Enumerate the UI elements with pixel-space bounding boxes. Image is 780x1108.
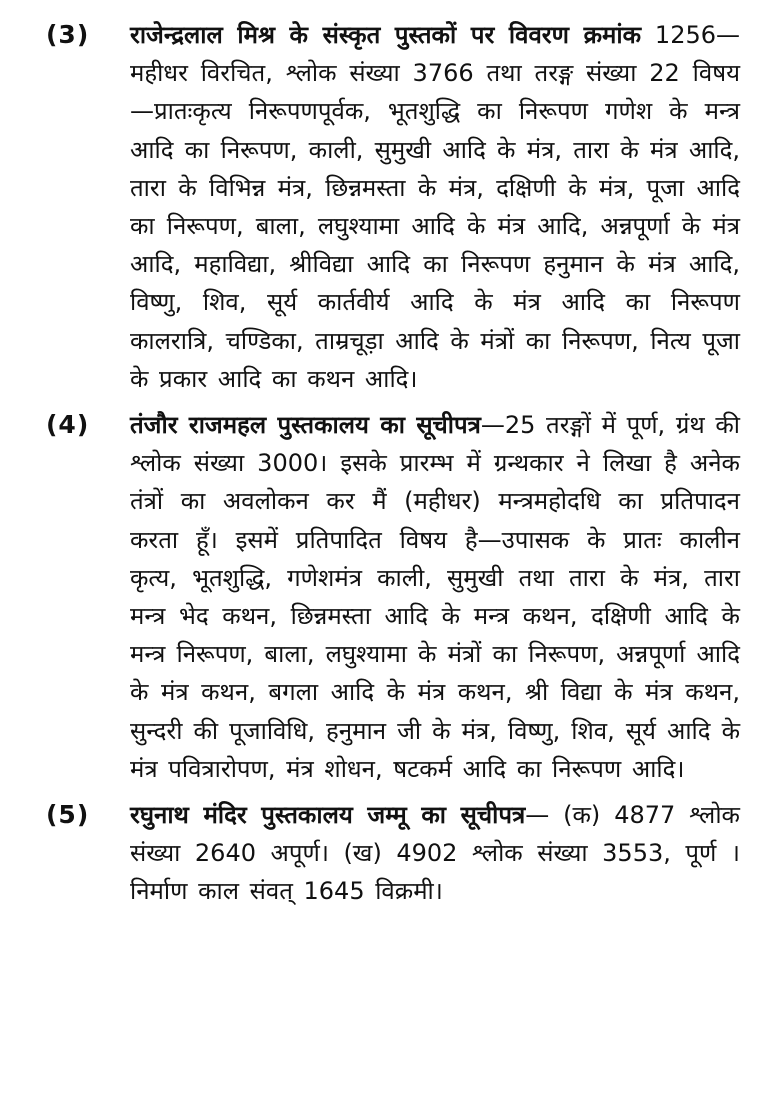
entry-body [130, 796, 740, 911]
entry-text: —25 तरङ्गों में पूर्ण, ग्रंथ की श्लोक संख्या 3000। इसके प्रारम्भ में ग्रन्थकार ने लिखा है अनेक तंत्रों का अवलोकन कर मैं (महीधर) मन्त्रमहोदधि का प्रतिपादन करता हूँ। इसमें प्रतिपादित विषय है—उपासक के प्रातः कालीन कृत्य, भूतशुद्धि, गणेशमंत्र काली, सुमुखी तथा तारा के मंत्र, तारा मन्त्र भेद कथन, छिन्नमस्ता आदि के मन्त्र कथन, दक्षिणी आदि के मन्त्र निरूपण, बाला, लघुश्यामा के मंत्रों का निरूपण, अन्नपूर्णा आदि के मंत्र कथन, बगला आदि के मंत्र कथन, श्री विद्या के मंत्र कथन, सुन्दरी की पूजाविधि, हनुमान जी के मंत्र, विष्णु, शिव, सूर्य आदि के मंत्र पवित्रारोपण, मंत्र शोधन, षटकर्म आदि का निरूपण आदि। [130, 411, 740, 783]
catalogue-entry-5 [40, 796, 740, 911]
catalogue-entry-4 [40, 406, 740, 788]
entry-text: — (क) 4877 श्लोक संख्या 2640 अपूर्ण। (ख) 4902 श्लोक संख्या 3553, पूर्ण । निर्माण काल संवत् 1645 विक्रमी। [130, 801, 740, 906]
entry-body [130, 16, 740, 398]
entry-text: 1256— महीधर विरचित, श्लोक संख्या 3766 तथा तरङ्ग संख्या 22 विषय—प्रातःकृत्य निरूपणपूर्वक, भूतशुद्धि का निरूपण गणेश के मन्त्र आदि का निरूपण, काली, सुमुखी आदि के मंत्र, तारा के मंत्र आदि, तारा के विभिन्न मंत्र, छिन्नमस्ता के मंत्र, दक्षिणी के मंत्र, पूजा आदि का निरूपण, बाला, लघुश्यामा आदि के मंत्र आदि, अन्नपूर्णा के मंत्र आदि, महाविद्या, श्रीविद्या आदि का निरूपण हनुमान के मंत्र आदि, विष्णु, शिव, सूर्य कार्तवीर्य आदि के मंत्र आदि का निरूपण कालरात्रि, चण्डिका, ताम्रचूड़ा आदि के मंत्रों का निरूपण, नित्य पूजा के प्रकार आदि का कथन आदि। [130, 21, 740, 393]
catalogue-entry-3 [40, 16, 740, 398]
entry-number: (4) [46, 410, 90, 440]
entry-body [130, 406, 740, 788]
entry-title: तंजौर राजमहल पुस्तकालय का सूचीपत्र [130, 411, 481, 440]
entry-title: राजेन्द्रलाल मिश्र के संस्कृत पुस्तकों पर विवरण क्रमांक [130, 21, 642, 49]
entry-title: रघुनाथ मंदिर पुस्तकालय जम्मू का सूचीपत्र [130, 801, 526, 830]
entry-number: (3) [46, 20, 90, 49]
entry-number: (5) [46, 800, 90, 830]
